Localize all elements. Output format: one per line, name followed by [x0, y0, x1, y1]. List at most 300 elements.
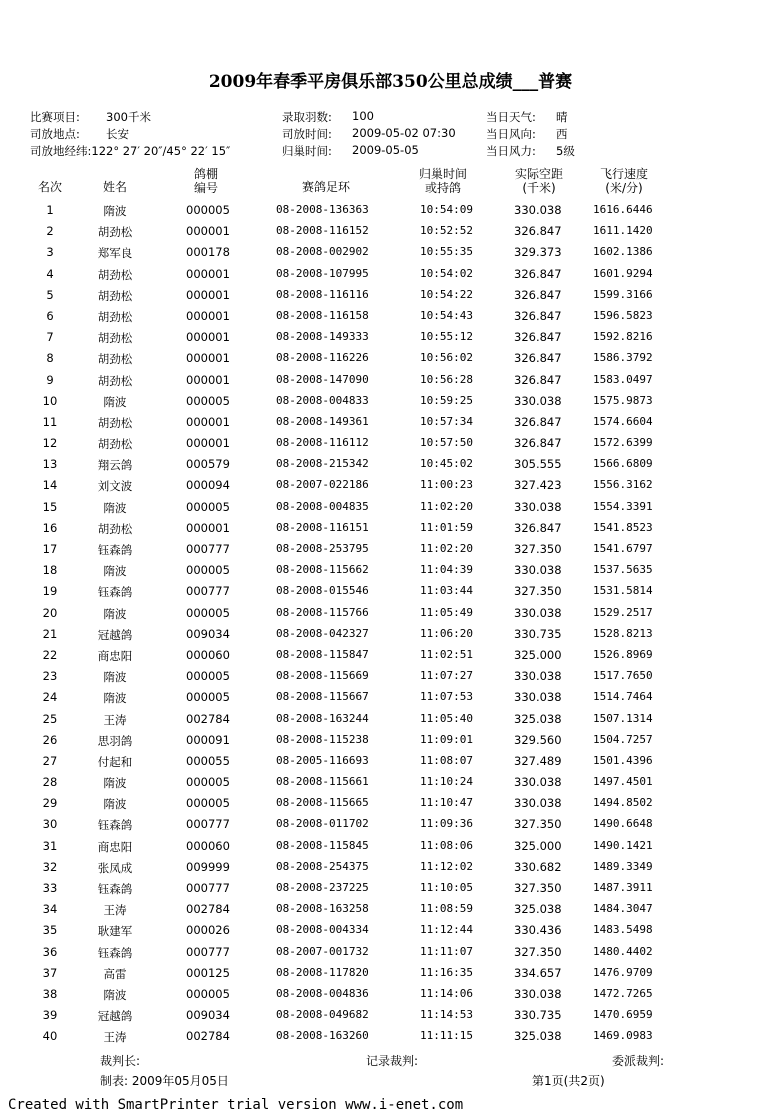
cell-loft: 000001	[186, 330, 230, 345]
header-speed-line1: 飞行速度	[599, 167, 648, 181]
cell-ring: 08-2008-011702	[276, 817, 369, 831]
cell-ring: 08-2008-115667	[276, 690, 369, 704]
cell-rank: 21	[42, 626, 58, 641]
cell-distance: 330.038	[514, 986, 562, 1001]
table-row	[0, 453, 781, 474]
table-row	[0, 474, 781, 495]
cell-ring: 08-2008-115669	[276, 669, 369, 683]
table-row	[0, 919, 781, 940]
cell-ring: 08-2008-049682	[276, 1008, 369, 1022]
report-title: 2009年春季平房俱乐部350公里总成绩___普赛	[208, 72, 573, 92]
cell-owner: 隋波	[103, 500, 127, 515]
cell-ring: 08-2008-115665	[276, 796, 369, 810]
cell-loft: 000026	[186, 923, 230, 938]
cell-owner: 隋波	[103, 606, 127, 621]
cell-loft: 009034	[186, 1008, 230, 1023]
cell-loft: 000001	[186, 414, 230, 429]
cell-owner: 胡劲松	[97, 373, 133, 388]
cell-speed: 1556.3162	[593, 478, 653, 492]
cell-time: 11:11:07	[420, 944, 473, 958]
cell-distance: 325.000	[514, 647, 562, 662]
made-date: 制表: 2009年05月05日	[100, 1074, 229, 1088]
cell-speed: 1566.6809	[593, 457, 653, 471]
cell-ring: 08-2008-115662	[276, 563, 369, 577]
cell-distance: 327.350	[514, 881, 562, 895]
table-row	[0, 898, 781, 919]
cell-rank: 7	[46, 330, 54, 345]
cell-rank: 31	[42, 838, 58, 853]
cell-distance: 325.038	[514, 1029, 562, 1044]
weather-value: 晴	[556, 110, 568, 124]
cell-owner: 耿建军	[97, 924, 133, 939]
table-row	[0, 496, 781, 517]
cell-owner: 郑军良	[97, 246, 133, 261]
header-distance	[504, 167, 574, 195]
cell-distance: 327.350	[514, 817, 562, 832]
cell-loft: 000091	[186, 732, 230, 747]
cell-time: 10:54:22	[420, 287, 473, 301]
cell-speed: 1487.3911	[593, 881, 653, 894]
cell-time: 11:05:40	[420, 711, 473, 725]
cell-ring: 08-2008-004334	[276, 923, 369, 937]
cell-rank: 15	[42, 499, 58, 514]
return-value: 2009-05-05	[352, 143, 419, 157]
cell-rank: 26	[42, 732, 58, 747]
cell-time: 10:56:28	[420, 372, 473, 386]
page-indicator: 第1页(共2页)	[532, 1074, 605, 1088]
release-value: 2009-05-02 07:30	[352, 126, 456, 140]
cell-owner: 隋波	[103, 564, 127, 579]
table-row	[0, 559, 781, 580]
cell-ring: 08-2008-116158	[276, 308, 369, 322]
cell-owner: 付起和	[97, 754, 133, 769]
cell-time: 10:56:02	[420, 351, 473, 365]
table-row	[0, 602, 781, 623]
cell-speed: 1596.5823	[593, 308, 653, 322]
cell-ring: 08-2008-116226	[276, 351, 369, 365]
cell-speed: 1501.4396	[593, 753, 653, 767]
cell-owner: 王涛	[103, 1030, 127, 1045]
cell-time: 10:54:09	[420, 203, 473, 216]
cell-ring: 08-2008-163244	[276, 711, 369, 725]
cell-loft: 000001	[186, 287, 230, 302]
cell-owner: 翔云鸽	[97, 458, 133, 473]
cell-distance: 330.735	[514, 1008, 562, 1023]
cell-owner: 隋波	[103, 394, 127, 409]
cell-loft: 000001	[186, 308, 230, 323]
count-value: 100	[352, 109, 374, 123]
cell-rank: 25	[42, 711, 58, 726]
cell-speed: 1528.8213	[593, 626, 653, 640]
cell-ring: 08-2008-116116	[276, 287, 369, 301]
cell-rank: 13	[42, 457, 58, 472]
table-row	[0, 750, 781, 771]
cell-ring: 08-2008-116112	[276, 436, 369, 450]
cell-rank: 28	[42, 775, 58, 790]
header-loft-line1: 鸽棚	[193, 167, 218, 181]
cell-time: 11:12:44	[420, 923, 473, 937]
table-row	[0, 792, 781, 813]
cell-ring: 08-2008-254375	[276, 859, 369, 873]
cell-owner: 思羽鸽	[97, 733, 133, 748]
cell-ring: 08-2008-136363	[276, 203, 369, 216]
cell-ring: 08-2008-004833	[276, 393, 369, 407]
header-rank: 名次	[37, 180, 62, 194]
cell-loft: 000001	[186, 224, 230, 239]
cell-loft: 000001	[186, 351, 230, 366]
cell-owner: 钰森鸽	[97, 543, 133, 557]
cell-speed: 1583.0497	[593, 372, 653, 386]
cell-rank: 9	[46, 372, 54, 387]
cell-owner: 隋波	[103, 987, 127, 1002]
recorder-label: 记录裁判:	[366, 1054, 419, 1068]
cell-loft: 000005	[186, 986, 230, 1001]
cell-speed: 1484.3047	[593, 902, 653, 916]
referee-label: 裁判长:	[100, 1054, 141, 1068]
cell-speed: 1601.9294	[593, 266, 653, 280]
cell-loft: 000777	[186, 944, 230, 959]
cell-loft: 000005	[186, 669, 230, 684]
cell-ring: 08-2008-253795	[276, 542, 369, 555]
table-row	[0, 347, 781, 368]
cell-owner: 隋波	[103, 204, 127, 218]
cell-distance: 329.560	[514, 732, 562, 747]
cell-rank: 19	[42, 584, 58, 599]
cell-speed: 1480.4402	[593, 944, 653, 958]
cell-loft: 009034	[186, 626, 230, 641]
header-loft	[176, 167, 236, 195]
cell-time: 11:09:01	[420, 732, 473, 746]
cell-distance: 325.038	[514, 711, 562, 726]
return-label: 归巢时间:	[282, 144, 332, 158]
cell-ring: 08-2008-115847	[276, 647, 369, 661]
cell-owner: 高雷	[103, 966, 127, 981]
wind-dir-label: 当日风向:	[486, 127, 536, 141]
cell-loft: 000178	[186, 245, 230, 260]
cell-rank: 11	[42, 414, 58, 429]
cell-rank: 36	[42, 944, 58, 959]
cell-speed: 1469.0983	[593, 1029, 653, 1043]
cell-speed: 1616.6446	[593, 203, 653, 216]
cell-rank: 10	[42, 393, 58, 408]
cell-speed: 1476.9709	[593, 965, 653, 979]
cell-speed: 1483.5498	[593, 923, 653, 937]
cell-ring: 08-2008-147090	[276, 372, 369, 386]
cell-time: 11:14:06	[420, 986, 473, 1000]
cell-distance: 326.847	[514, 436, 562, 451]
header-time-line2: 或持鸽	[424, 181, 461, 195]
cell-speed: 1611.1420	[593, 224, 653, 238]
header-time-line1: 归巢时间	[418, 167, 467, 181]
cell-ring: 08-2007-001732	[276, 944, 369, 958]
cell-loft: 000005	[186, 203, 230, 217]
table-row	[0, 856, 781, 877]
place-label: 司放地点:	[30, 127, 80, 141]
table-row	[0, 729, 781, 750]
cell-loft: 002784	[186, 902, 230, 917]
cell-ring: 08-2005-116693	[276, 753, 369, 767]
cell-time: 11:11:15	[420, 1029, 473, 1043]
cell-loft: 000777	[186, 817, 230, 832]
cell-ring: 08-2008-107995	[276, 266, 369, 280]
table-row	[0, 390, 781, 411]
cell-distance: 327.350	[514, 584, 562, 599]
cell-ring: 08-2008-237225	[276, 881, 369, 894]
table-row	[0, 411, 781, 432]
table-row	[0, 326, 781, 347]
cell-ring: 08-2008-149361	[276, 414, 369, 428]
cell-loft: 000005	[186, 605, 230, 620]
cell-speed: 1554.3391	[593, 499, 653, 513]
cell-rank: 29	[42, 796, 58, 811]
cell-owner: 胡劲松	[97, 415, 133, 430]
cell-rank: 20	[42, 605, 58, 620]
cell-rank: 12	[42, 436, 58, 451]
cell-time: 11:02:20	[420, 542, 473, 555]
cell-ring: 08-2008-163258	[276, 902, 369, 916]
cell-distance: 330.038	[514, 775, 562, 790]
cell-rank: 17	[42, 542, 58, 556]
table-row	[0, 580, 781, 601]
cell-owner: 胡劲松	[97, 288, 133, 303]
cell-speed: 1602.1386	[593, 245, 653, 259]
cell-rank: 3	[46, 245, 54, 260]
cell-owner: 隋波	[103, 670, 127, 685]
cell-speed: 1514.7464	[593, 690, 653, 704]
cell-rank: 2	[46, 224, 54, 239]
cell-time: 11:08:59	[420, 902, 473, 916]
cell-time: 11:14:53	[420, 1008, 473, 1022]
cell-rank: 14	[42, 478, 58, 493]
cell-time: 11:10:47	[420, 796, 473, 810]
cell-ring: 08-2008-015546	[276, 584, 369, 598]
cell-distance: 330.038	[514, 563, 562, 578]
cell-owner: 胡劲松	[97, 331, 133, 346]
table-row	[0, 241, 781, 262]
cell-ring: 08-2008-163260	[276, 1029, 369, 1043]
cell-time: 11:02:20	[420, 499, 473, 513]
cell-rank: 24	[42, 690, 58, 705]
cell-owner: 商忠阳	[97, 839, 133, 854]
cell-rank: 6	[46, 308, 54, 323]
table-row	[0, 432, 781, 453]
cell-loft: 000579	[186, 457, 230, 472]
cell-speed: 1472.7265	[593, 986, 653, 1000]
table-row	[0, 771, 781, 792]
cell-loft: 000777	[186, 584, 230, 599]
cell-ring: 08-2008-115845	[276, 838, 369, 852]
cell-owner: 钰森鸽	[97, 818, 133, 833]
cell-owner: 冠越鸽	[97, 1009, 133, 1024]
table-row	[0, 538, 781, 559]
cell-distance: 329.373	[514, 245, 562, 260]
cell-time: 11:16:35	[420, 965, 473, 979]
event-value: 300千米	[106, 110, 151, 124]
cell-time: 10:55:12	[420, 330, 473, 344]
header-distance-line1: 实际空距	[514, 167, 563, 181]
cell-speed: 1574.6604	[593, 414, 653, 428]
cell-speed: 1470.6959	[593, 1008, 653, 1022]
cell-distance: 330.038	[514, 690, 562, 705]
cell-time: 11:05:49	[420, 605, 473, 619]
cell-rank: 18	[42, 563, 58, 578]
cell-owner: 钰森鸽	[97, 585, 133, 600]
cell-loft: 000005	[186, 393, 230, 408]
table-row	[0, 517, 781, 538]
cell-distance: 326.847	[514, 224, 562, 239]
cell-rank: 4	[46, 266, 54, 281]
cell-time: 10:52:52	[420, 224, 473, 238]
cell-distance: 326.847	[514, 520, 562, 535]
cell-speed: 1489.3349	[593, 859, 653, 873]
cell-speed: 1586.3792	[593, 351, 653, 365]
cell-rank: 5	[46, 287, 54, 302]
cell-distance: 330.038	[514, 669, 562, 684]
table-row	[0, 877, 781, 898]
cell-distance: 330.038	[514, 393, 562, 408]
table-row	[0, 941, 781, 962]
wind-dir-value: 西	[556, 127, 568, 141]
cell-distance: 330.436	[514, 923, 562, 938]
cell-owner: 隋波	[103, 797, 127, 812]
cell-owner: 冠越鸽	[97, 627, 133, 642]
cell-rank: 34	[42, 902, 58, 917]
wind-force-label: 当日风力:	[486, 144, 536, 158]
cell-speed: 1517.7650	[593, 669, 653, 683]
cell-distance: 330.735	[514, 626, 562, 641]
cell-loft: 000777	[186, 542, 230, 556]
cell-distance: 334.657	[514, 965, 562, 980]
cell-ring: 08-2008-116152	[276, 224, 369, 238]
cell-loft: 000001	[186, 372, 230, 387]
cell-owner: 张凤成	[97, 860, 133, 875]
cell-ring: 08-2008-115766	[276, 605, 369, 619]
header-ring: 赛鸽足环	[301, 180, 350, 194]
cell-ring: 08-2007-022186	[276, 478, 369, 492]
watermark: Created with SmartPrinter trial version www.i-enet.com	[8, 1097, 464, 1113]
cell-owner: 隋波	[103, 776, 127, 791]
table-row	[0, 263, 781, 284]
cell-owner: 钰森鸽	[97, 882, 133, 896]
cell-loft: 000005	[186, 499, 230, 514]
table-row	[0, 623, 781, 644]
cell-ring: 08-2008-042327	[276, 626, 369, 640]
cell-speed: 1504.7257	[593, 732, 653, 746]
cell-loft: 000125	[186, 965, 230, 980]
cell-time: 10:59:25	[420, 393, 473, 407]
table-row	[0, 284, 781, 305]
cell-speed: 1541.8523	[593, 520, 653, 534]
table-row	[0, 644, 781, 665]
cell-loft: 000005	[186, 563, 230, 578]
cell-time: 10:54:02	[420, 266, 473, 280]
cell-time: 11:08:06	[420, 838, 473, 852]
cell-time: 11:02:51	[420, 647, 473, 661]
cell-speed: 1490.1421	[593, 838, 653, 852]
cell-time: 11:01:59	[420, 520, 473, 534]
cell-ring: 08-2008-115238	[276, 732, 369, 746]
cell-ring: 08-2008-004835	[276, 499, 369, 513]
cell-distance: 327.423	[514, 478, 562, 493]
cell-speed: 1529.2517	[593, 605, 653, 619]
cell-rank: 27	[42, 753, 58, 768]
cell-distance: 326.847	[514, 372, 562, 387]
cell-ring: 08-2008-002902	[276, 245, 369, 259]
cell-distance: 326.847	[514, 287, 562, 302]
weather-label: 当日天气:	[486, 110, 536, 124]
cell-loft: 000001	[186, 520, 230, 535]
table-row	[0, 708, 781, 729]
cell-time: 11:07:27	[420, 669, 473, 683]
header-name: 姓名	[102, 180, 127, 194]
cell-distance: 305.555	[514, 457, 562, 472]
cell-time: 11:06:20	[420, 626, 473, 640]
cell-speed: 1494.8502	[593, 796, 653, 810]
cell-rank: 35	[42, 923, 58, 938]
cell-distance: 326.847	[514, 351, 562, 366]
table-row	[0, 665, 781, 686]
cell-owner: 胡劲松	[97, 225, 133, 240]
cell-time: 10:57:34	[420, 414, 473, 428]
cell-rank: 32	[42, 859, 58, 874]
cell-speed: 1572.6399	[593, 436, 653, 450]
cell-owner: 胡劲松	[97, 309, 133, 324]
cell-loft: 000005	[186, 796, 230, 811]
cell-time: 10:54:43	[420, 308, 473, 322]
table-row	[0, 220, 781, 241]
event-label: 比赛项目:	[30, 110, 80, 124]
cell-speed: 1575.9873	[593, 393, 653, 407]
cell-owner: 钰森鸽	[97, 945, 133, 960]
header-distance-line2: (千米)	[522, 181, 556, 195]
cell-time: 11:09:36	[420, 817, 473, 831]
cell-ring: 08-2008-215342	[276, 457, 369, 471]
cell-distance: 327.350	[514, 542, 562, 556]
cell-speed: 1497.4501	[593, 775, 653, 789]
cell-distance: 330.038	[514, 605, 562, 620]
cell-owner: 隋波	[103, 691, 127, 706]
cell-ring: 08-2008-115661	[276, 775, 369, 789]
cell-owner: 刘文波	[97, 479, 133, 494]
table-row	[0, 962, 781, 983]
cell-owner: 王涛	[103, 712, 127, 727]
cell-rank: 33	[42, 881, 58, 895]
cell-loft: 000777	[186, 881, 230, 895]
cell-distance: 330.038	[514, 203, 562, 217]
table-row	[0, 1025, 781, 1046]
table-row	[0, 369, 781, 390]
cell-distance: 330.038	[514, 499, 562, 514]
cell-owner: 胡劲松	[97, 352, 133, 367]
cell-speed: 1592.8216	[593, 330, 653, 344]
cell-owner: 王涛	[103, 903, 127, 918]
cell-loft: 000001	[186, 436, 230, 451]
cell-distance: 330.682	[514, 859, 562, 874]
cell-time: 11:03:44	[420, 584, 473, 598]
table-row	[0, 199, 781, 220]
results-table	[0, 199, 781, 1047]
cell-speed: 1537.5635	[593, 563, 653, 577]
release-label: 司放时间:	[282, 127, 332, 141]
cell-time: 11:08:07	[420, 753, 473, 767]
cell-loft: 000060	[186, 838, 230, 853]
cell-distance: 326.847	[514, 330, 562, 345]
table-row	[0, 835, 781, 856]
cell-speed: 1526.8969	[593, 647, 653, 661]
table-row	[0, 305, 781, 326]
cell-speed: 1541.6797	[593, 542, 653, 555]
place-value: 长安	[106, 127, 129, 141]
